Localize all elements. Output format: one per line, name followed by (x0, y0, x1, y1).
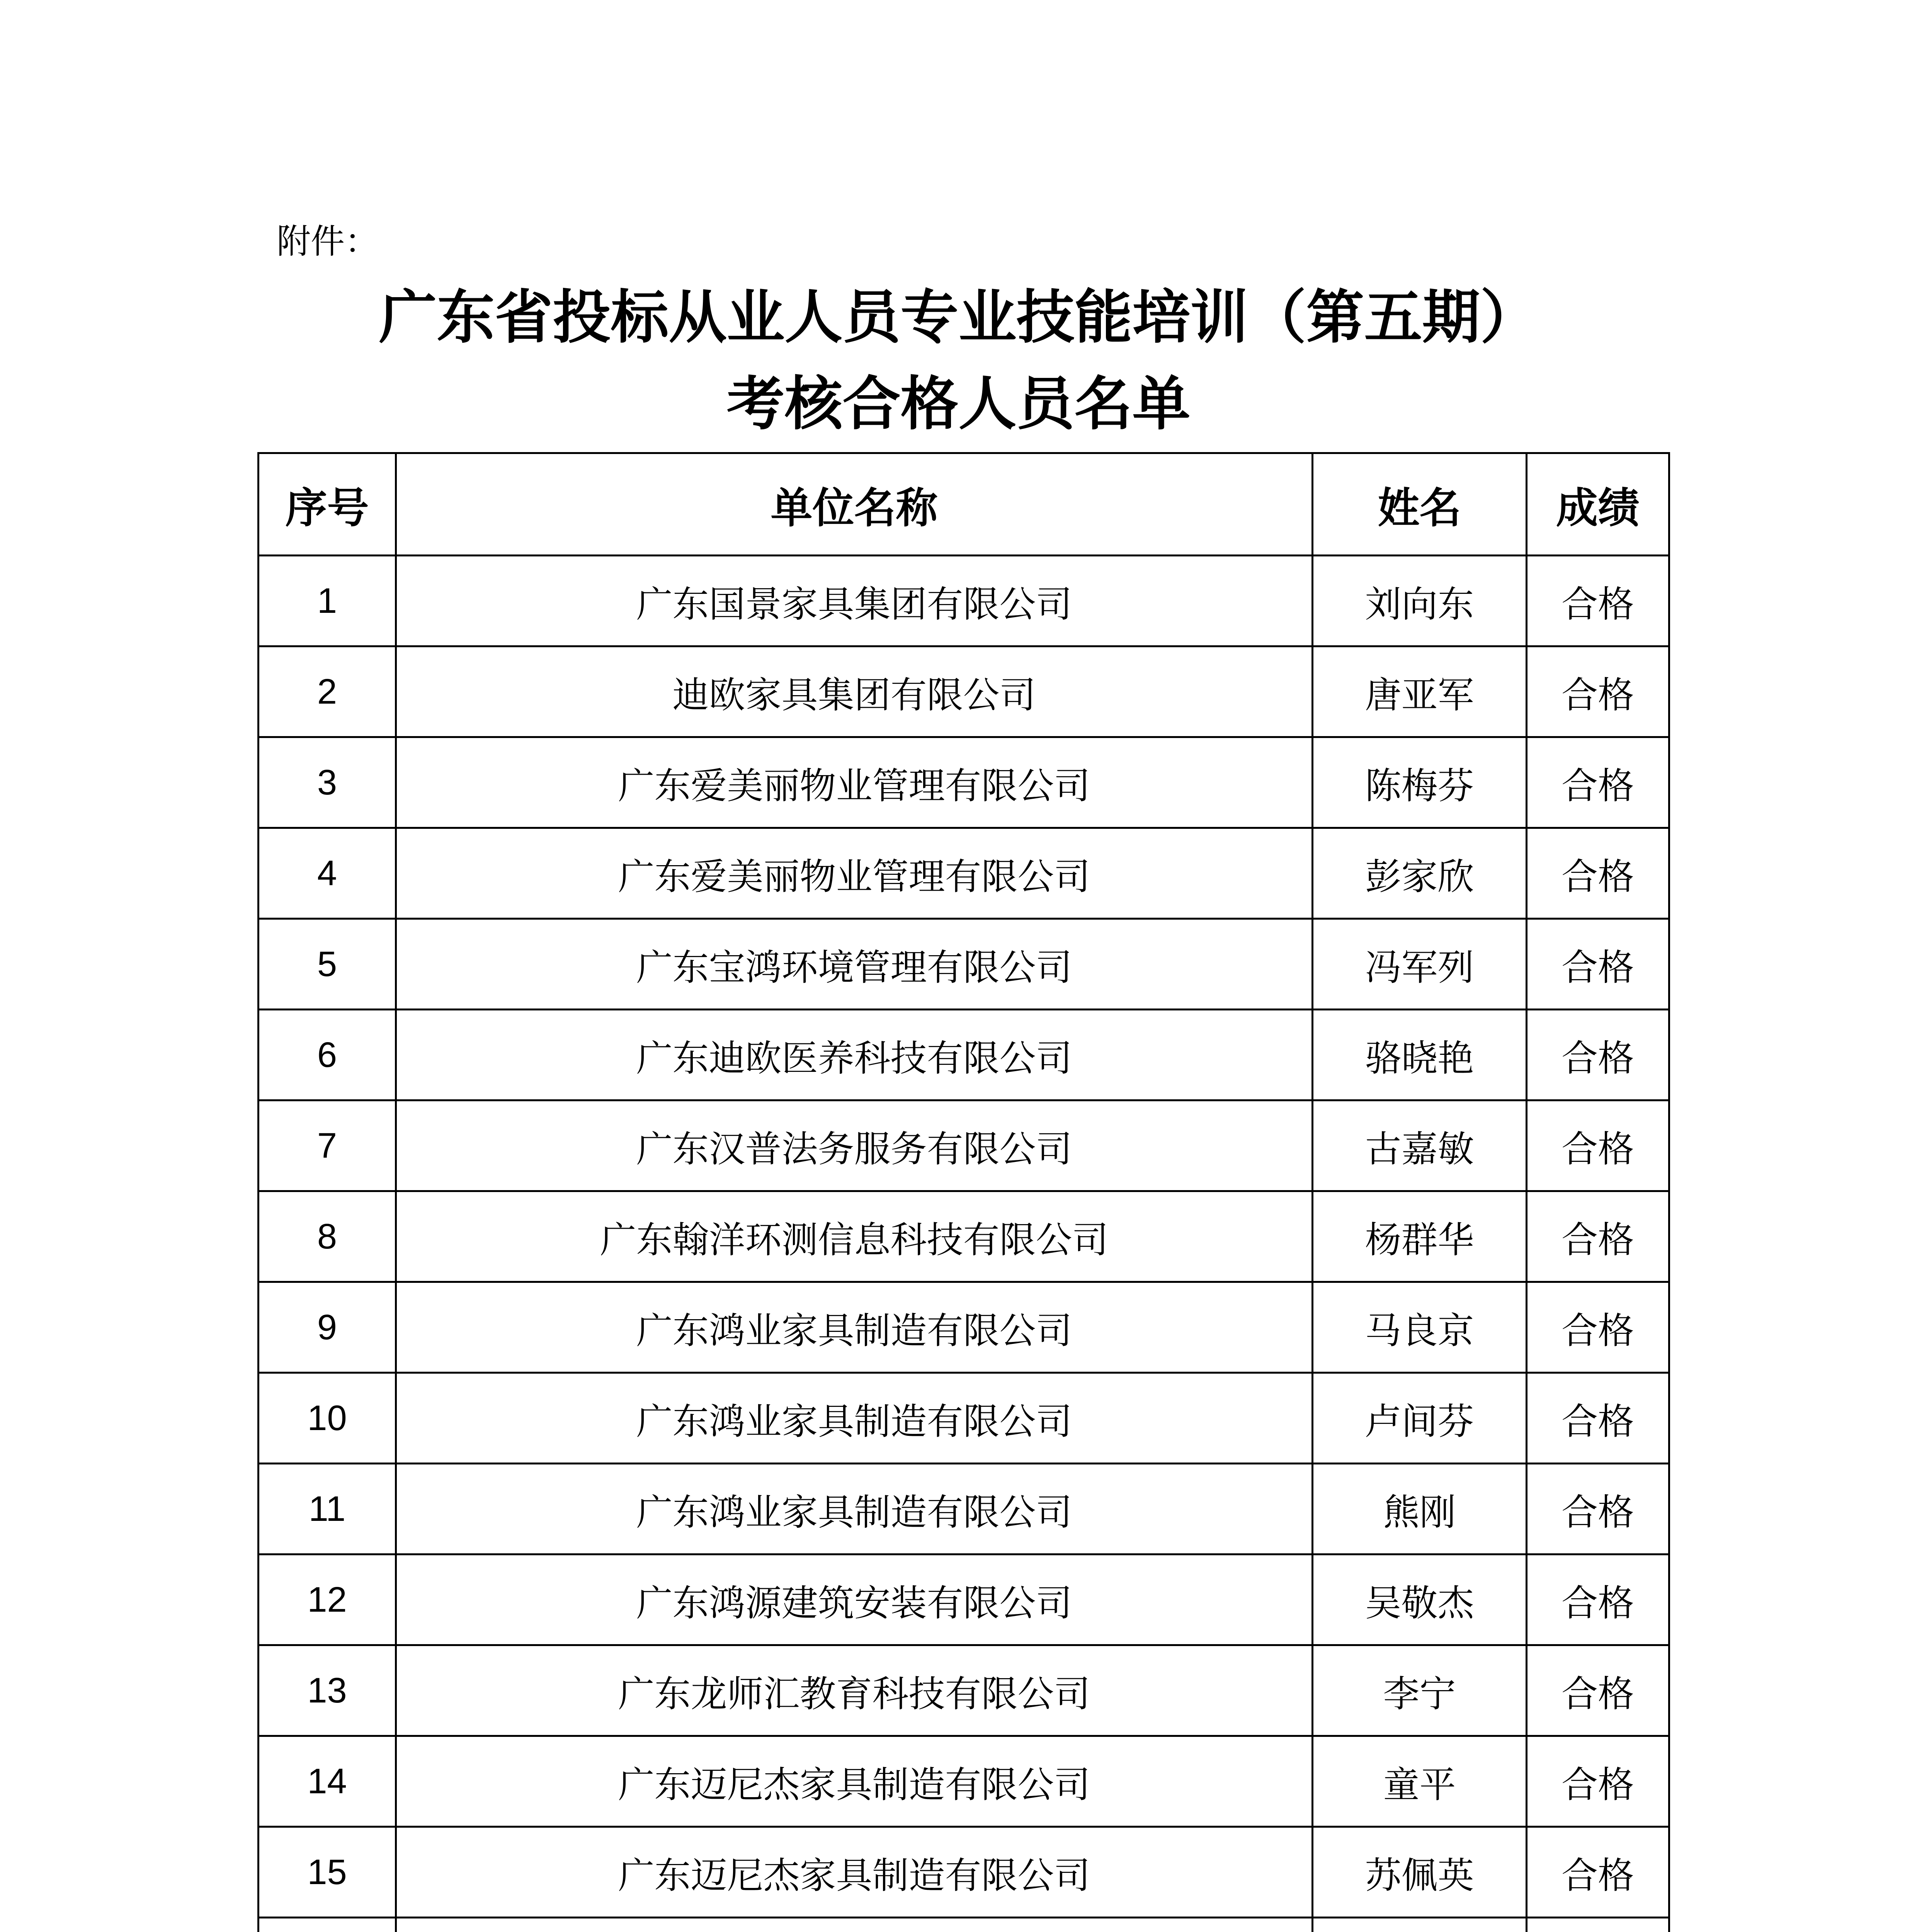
document-title-line-2: 考核合格人员名单 (726, 371, 1191, 438)
header-result: 成绩 (1527, 453, 1669, 556)
cell-unit-name: 迪欧家具集团有限公司 (396, 646, 1313, 737)
table-row (259, 556, 1669, 646)
cell-serial-number: 2 (259, 646, 396, 737)
cell-serial-number: 13 (259, 1645, 396, 1736)
cell-person-name: 古嘉敏 (1313, 1100, 1527, 1191)
cell-result: 合格 (1527, 1827, 1669, 1918)
cell-serial-number: 1 (259, 556, 396, 646)
cell-person-name: 冯军列 (1313, 919, 1527, 1010)
header-serial-number: 序号 (259, 453, 396, 556)
cell-serial-number: 14 (259, 1736, 396, 1827)
cell-unit-name: 广东鸿业家具制造有限公司 (396, 1373, 1313, 1464)
cell-unit-name: 广东爱美丽物业管理有限公司 (396, 737, 1313, 828)
cell-unit-name: 广东汉普法务服务有限公司 (396, 1100, 1313, 1191)
table-row (259, 1918, 1669, 1932)
cell-person-name: 陈梅芬 (1313, 737, 1527, 828)
table-row (259, 1554, 1669, 1645)
cell-person-name: 马良京 (1313, 1282, 1527, 1373)
table-row (259, 1191, 1669, 1282)
cell-serial-number: 5 (259, 919, 396, 1010)
cell-serial-number: 8 (259, 1191, 396, 1282)
cell-unit-name: 广东鸿业家具制造有限公司 (396, 1464, 1313, 1554)
cell-person-name: 童平 (1313, 1736, 1527, 1827)
cell-unit-name: 广东鸿源建筑安装有限公司 (396, 1554, 1313, 1645)
cell-person-name: 骆晓艳 (1313, 1010, 1527, 1100)
cell-result: 合格 (1527, 1373, 1669, 1464)
cell-unit-name: 广东翰洋环测信息科技有限公司 (396, 1191, 1313, 1282)
cell-person-name: 刘向东 (1313, 556, 1527, 646)
cell-person-name: 吴敬杰 (1313, 1554, 1527, 1645)
table-row (259, 1373, 1669, 1464)
cell-serial-number: 12 (259, 1554, 396, 1645)
cell-serial-number: 4 (259, 828, 396, 919)
qualified-personnel-table (257, 452, 1670, 1932)
table-row (259, 1645, 1669, 1736)
table-body (259, 556, 1669, 1932)
table-row (259, 646, 1669, 737)
cell-unit-name: 广东迪欧医养科技有限公司 (396, 1010, 1313, 1100)
cell-person-name: 熊刚 (1313, 1464, 1527, 1554)
table-row (259, 1464, 1669, 1554)
cell-unit-name: 广东宝鸿环境管理有限公司 (396, 919, 1313, 1010)
cell-result: 合格 (1527, 1736, 1669, 1827)
cell-person-name (1313, 1918, 1527, 1932)
cell-serial-number: 6 (259, 1010, 396, 1100)
table-row (259, 828, 1669, 919)
cell-person-name: 苏佩英 (1313, 1827, 1527, 1918)
table-row (259, 1282, 1669, 1373)
cell-serial-number: 10 (259, 1373, 396, 1464)
cell-result: 合格 (1527, 1554, 1669, 1645)
cell-result: 合格 (1527, 737, 1669, 828)
cell-result: 合格 (1527, 828, 1669, 919)
cell-serial-number: 3 (259, 737, 396, 828)
cell-unit-name: 广东爱美丽物业管理有限公司 (396, 828, 1313, 919)
cell-person-name: 彭家欣 (1313, 828, 1527, 919)
cell-result: 合格 (1527, 1464, 1669, 1554)
header-person-name: 姓名 (1313, 453, 1527, 556)
cell-result: 合格 (1527, 1191, 1669, 1282)
table-header-row (259, 453, 1669, 556)
table-row (259, 1736, 1669, 1827)
cell-result: 合格 (1527, 1010, 1669, 1100)
cell-result: 合格 (1527, 1282, 1669, 1373)
cell-person-name: 杨群华 (1313, 1191, 1527, 1282)
cell-unit-name: 广东鸿业家具制造有限公司 (396, 1282, 1313, 1373)
cell-serial-number (259, 1918, 396, 1932)
table-row (259, 919, 1669, 1010)
table-row (259, 1100, 1669, 1191)
cell-person-name: 唐亚军 (1313, 646, 1527, 737)
cell-result: 合格 (1527, 646, 1669, 737)
table-row (259, 1827, 1669, 1918)
cell-serial-number: 11 (259, 1464, 396, 1554)
table-row (259, 737, 1669, 828)
cell-result (1527, 1918, 1669, 1932)
attachment-label: 附件： (277, 221, 379, 261)
cell-result: 合格 (1527, 919, 1669, 1010)
cell-unit-name: 广东迈尼杰家具制造有限公司 (396, 1827, 1313, 1918)
cell-unit-name: 广东迈尼杰家具制造有限公司 (396, 1736, 1313, 1827)
cell-serial-number: 15 (259, 1827, 396, 1918)
table-row (259, 1010, 1669, 1100)
cell-result: 合格 (1527, 556, 1669, 646)
cell-unit-name: 广东国景家具集团有限公司 (396, 556, 1313, 646)
cell-unit-name: 广东龙师汇教育科技有限公司 (396, 1645, 1313, 1736)
cell-unit-name (396, 1918, 1313, 1932)
document-title-line-1: 广东省投标从业人员专业技能培训（第五期） (379, 284, 1538, 351)
cell-person-name: 卢间芬 (1313, 1373, 1527, 1464)
header-unit-name: 单位名称 (396, 453, 1313, 556)
cell-result: 合格 (1527, 1100, 1669, 1191)
cell-person-name: 李宁 (1313, 1645, 1527, 1736)
cell-serial-number: 7 (259, 1100, 396, 1191)
cell-serial-number: 9 (259, 1282, 396, 1373)
cell-result: 合格 (1527, 1645, 1669, 1736)
